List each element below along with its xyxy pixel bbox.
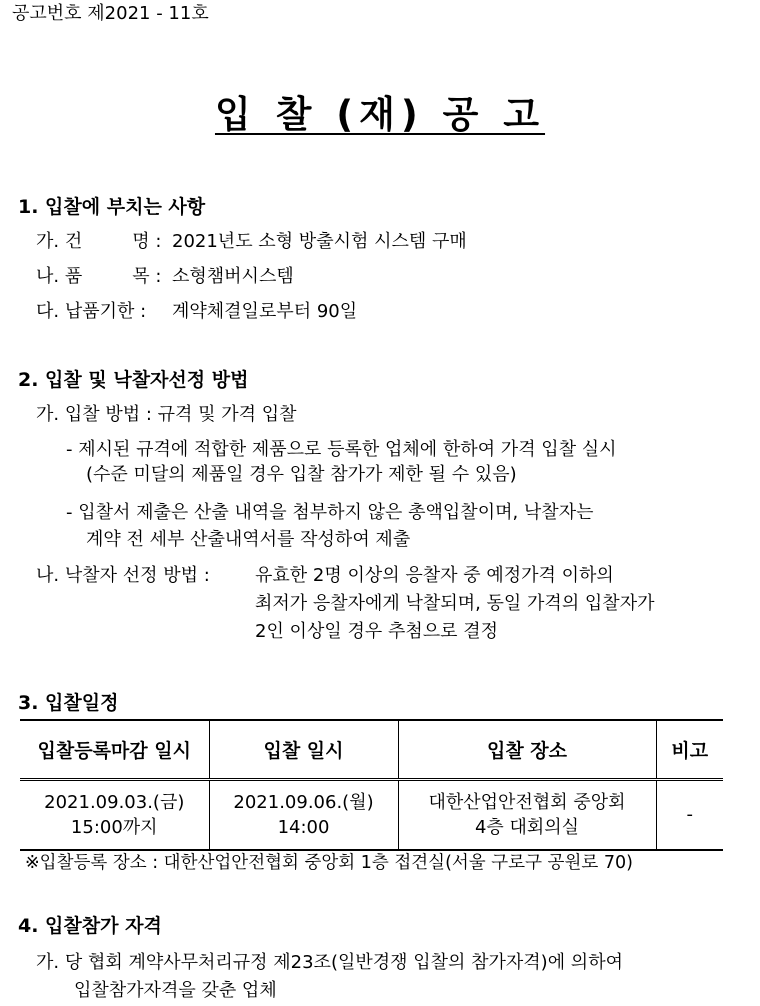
section1-heading: 1. 입찰에 부치는 사항 xyxy=(18,196,206,218)
bid-method: 가. 입찰 방법 : 규격 및 가격 입찰 xyxy=(36,404,297,425)
bid-place-line1: 대한산업안전협회 중앙회 xyxy=(428,791,626,813)
section4-heading: 4. 입찰참가 자격 xyxy=(18,915,162,937)
section3-heading: 3. 입찰일정 xyxy=(18,692,119,714)
table-header-cell: 입찰 일시 xyxy=(209,720,398,779)
schedule-table xyxy=(20,719,723,851)
registration-deadline-time: 15:00까지 xyxy=(70,816,158,838)
table-header-cell: 입찰등록마감 일시 xyxy=(20,720,209,779)
remarks: - xyxy=(686,804,693,826)
item-deadline-value: 계약체결일로부터 90일 xyxy=(172,301,358,322)
selection-line2: 최저가 응찰자에게 낙찰되며, 동일 가격의 입찰자가 xyxy=(255,593,655,614)
table-cell xyxy=(20,779,209,850)
table-cell xyxy=(656,779,723,850)
table-header-cell: 비고 xyxy=(656,720,723,779)
registration-note: ※입찰등록 장소 : 대한산업안전협회 중앙회 1층 접견실(서울 구로구 공원로 70) xyxy=(25,853,633,873)
table-header-cell: 입찰 장소 xyxy=(398,720,656,779)
item-product-label: 나. 품 목 : xyxy=(36,266,162,287)
selection-line1: 유효한 2명 이상의 응찰자 중 예정가격 이하의 xyxy=(255,565,614,586)
table-cell xyxy=(398,779,656,850)
bullet1-line2: (수준 미달의 제품일 경우 입찰 참가가 제한 될 수 있음) xyxy=(86,464,517,485)
bid-time: 14:00 xyxy=(277,816,330,838)
bullet2-line1: - 입찰서 제출은 산출 내역을 첨부하지 않은 총액입찰이며, 낙찰자는 xyxy=(66,502,594,523)
table-row xyxy=(20,779,723,850)
table-cell xyxy=(209,779,398,850)
bid-place-line2: 4층 대회의실 xyxy=(474,816,580,838)
notice-number: 공고번호 제2021 - 11호 xyxy=(12,3,209,24)
item-deadline-label: 다. 납품기한 : xyxy=(36,301,147,322)
section2-heading: 2. 입찰 및 낙찰자선정 방법 xyxy=(18,369,249,391)
bid-date: 2021.09.06.(월) xyxy=(233,791,374,813)
eligibility-line1: 가. 당 협회 계약사무처리규정 제23조(일반경쟁 입찰의 참가자격)에 의하여 xyxy=(36,952,623,973)
eligibility-line2: 입찰참가자격을 갖춘 업체 xyxy=(74,980,277,1001)
item-name-value: 2021년도 소형 방출시험 시스템 구매 xyxy=(172,231,467,252)
item-product-value: 소형챔버시스템 xyxy=(172,266,294,287)
page-title xyxy=(0,93,760,136)
table-header-row xyxy=(20,720,723,779)
bullet1-line1: - 제시된 규격에 적합한 제품으로 등록한 업체에 한하여 가격 입찰 실시 xyxy=(66,439,617,460)
page-title-text: 입 찰 (재) 공 고 xyxy=(214,93,546,136)
selection-label: 나. 낙찰자 선정 방법 : xyxy=(36,565,210,586)
registration-deadline-date: 2021.09.03.(금) xyxy=(44,791,185,813)
selection-line3: 2인 이상일 경우 추첨으로 결정 xyxy=(255,621,498,642)
item-name-label: 가. 건 명 : xyxy=(36,231,162,252)
bullet2-line2: 계약 전 세부 산출내역서를 작성하여 제출 xyxy=(86,529,411,550)
